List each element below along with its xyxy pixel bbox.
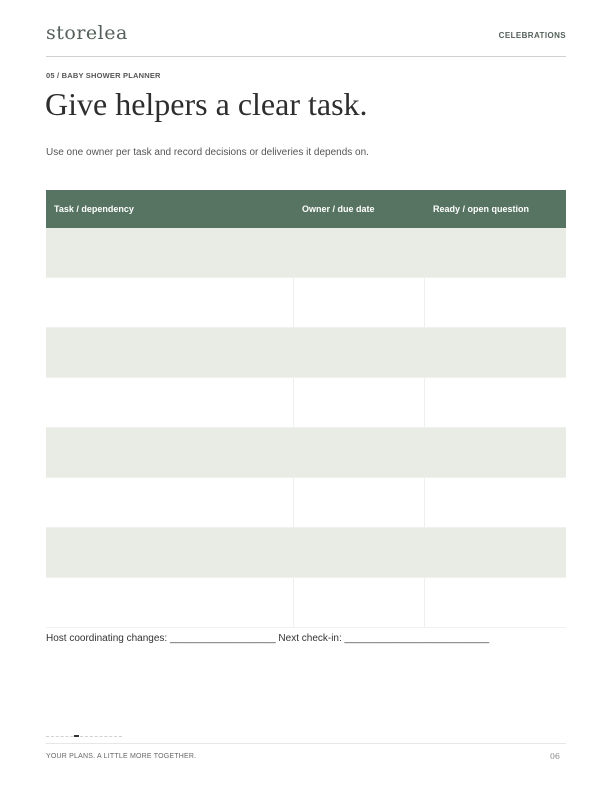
owner-cell[interactable] <box>294 428 425 477</box>
table-row <box>46 278 566 328</box>
header-divider <box>46 56 566 57</box>
owner-cell[interactable] <box>294 278 425 327</box>
ready-cell[interactable] <box>425 528 566 577</box>
ready-cell[interactable] <box>425 578 566 627</box>
task-table <box>46 190 566 628</box>
progress-current-mark <box>74 735 79 737</box>
task-cell[interactable] <box>46 278 294 327</box>
ready-cell[interactable] <box>425 428 566 477</box>
column-header-owner: Owner / due date <box>302 204 375 214</box>
host-checkin-line[interactable]: Host coordinating changes: ___________________ Next check-in: __________________________ <box>46 633 490 644</box>
table-row <box>46 528 566 578</box>
ready-cell[interactable] <box>425 378 566 427</box>
task-cell[interactable] <box>46 428 294 477</box>
ready-cell[interactable] <box>425 278 566 327</box>
table-row <box>46 378 566 428</box>
ready-cell[interactable] <box>425 478 566 527</box>
footer-divider <box>46 743 566 744</box>
column-header-task: Task / dependency <box>54 204 134 214</box>
column-header-ready: Ready / open question <box>433 204 530 214</box>
task-cell[interactable] <box>46 578 294 627</box>
category-label: CELEBRATIONS <box>498 31 566 40</box>
section-eyebrow: 05 / BABY SHOWER PLANNER <box>46 71 161 80</box>
page-number: 06 <box>549 752 560 761</box>
ready-cell[interactable] <box>425 328 566 377</box>
table-row <box>46 328 566 378</box>
brand-logo: storelea <box>46 22 128 44</box>
footer-tagline: YOUR PLANS. A LITTLE MORE TOGETHER. <box>46 753 197 760</box>
owner-cell[interactable] <box>294 328 425 377</box>
task-cell[interactable] <box>46 228 294 277</box>
table-row <box>46 578 566 628</box>
page-title: Give helpers a clear task. <box>45 86 368 122</box>
owner-cell[interactable] <box>294 378 425 427</box>
task-cell[interactable] <box>46 328 294 377</box>
owner-cell[interactable] <box>294 578 425 627</box>
table-row <box>46 428 566 478</box>
owner-cell[interactable] <box>294 478 425 527</box>
table-row <box>46 228 566 278</box>
task-cell[interactable] <box>46 378 294 427</box>
owner-cell[interactable] <box>294 528 425 577</box>
task-cell[interactable] <box>46 478 294 527</box>
owner-cell[interactable] <box>294 228 425 277</box>
progress-dashes <box>46 736 122 737</box>
intro-text: Use one owner per task and record decisions or deliveries it depends on. <box>46 147 369 158</box>
ready-cell[interactable] <box>425 228 566 277</box>
table-header <box>46 190 566 228</box>
table-row <box>46 478 566 528</box>
task-cell[interactable] <box>46 528 294 577</box>
